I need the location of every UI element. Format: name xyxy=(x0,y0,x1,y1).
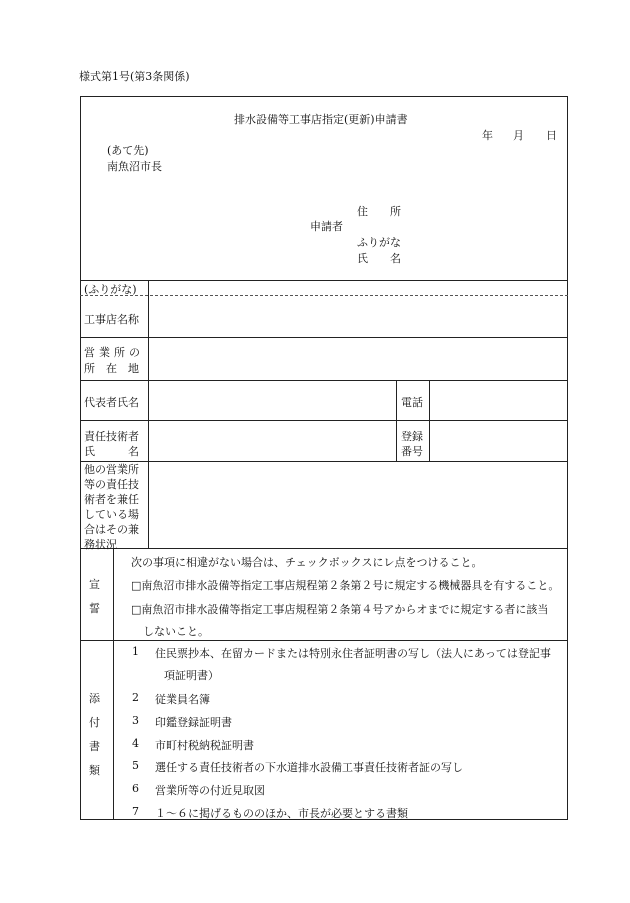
date-day: 日 xyxy=(546,129,557,142)
attach-item-no: 1 xyxy=(132,645,139,658)
attach-label-2: 付 xyxy=(89,716,100,729)
attach-item-text-cont: 項証明書） xyxy=(164,669,219,682)
col-phone-right xyxy=(429,380,430,461)
attach-item-no: 6 xyxy=(132,782,139,795)
addressee-prefix: (あて先) xyxy=(107,144,149,157)
label-reg-1: 登録 xyxy=(401,430,423,443)
label-engineer-2: 氏 名 xyxy=(84,445,139,458)
attach-item-no: 5 xyxy=(132,759,139,772)
date-month: 月 xyxy=(513,129,524,142)
attach-label-3: 書 xyxy=(89,740,100,753)
line-concurrent xyxy=(80,548,568,549)
applicant-heading: 申請者 xyxy=(310,220,343,233)
line-office xyxy=(80,380,568,381)
line-shop xyxy=(80,337,568,338)
label-office-loc-2: 所 在 地 xyxy=(84,362,139,375)
label-furigana: (ふりがな) xyxy=(84,283,137,296)
label-office-loc-1: 営業所の xyxy=(84,346,144,359)
attach-item-text: 市町村税納税証明書 xyxy=(155,739,254,752)
oath-item-2-line2: しないこと。 xyxy=(143,625,209,638)
applicant-address-label: 住 所 xyxy=(357,205,401,218)
line-oath xyxy=(80,640,568,641)
label-reg-2: 番号 xyxy=(401,445,423,458)
attach-item-text: 住民票抄本、在留カードまたは特別永住者証明書の写し（法人にあっては登記事 xyxy=(155,647,551,660)
line-furigana-dashed xyxy=(80,295,568,296)
line-engineer xyxy=(80,461,568,462)
attach-label-4: 類 xyxy=(89,764,100,777)
addressee-name: 南魚沼市長 xyxy=(107,160,162,173)
label-concurrent: 他の営業所等の責任技術者を兼任している場合はその兼務状況 xyxy=(84,463,139,551)
oath-label-2: 誓 xyxy=(89,602,100,615)
attach-item-no: 2 xyxy=(132,691,139,704)
col-phone-left xyxy=(396,380,397,461)
attach-item-no: 7 xyxy=(132,805,139,818)
oath-item-2-line1: □南魚沼市排水設備等指定工事店規程第２条第４号アからオまでに規定する者に該当 xyxy=(131,603,549,616)
form-frame xyxy=(80,96,568,820)
applicant-furigana-label: ふりがな xyxy=(357,236,401,249)
oath-label-1: 宣 xyxy=(89,578,100,591)
label-engineer-1: 責任技術者 xyxy=(84,430,139,443)
form-title: 排水設備等工事店指定(更新)申請書 xyxy=(234,113,408,126)
line-rep xyxy=(80,420,568,421)
label-phone: 電話 xyxy=(401,396,423,409)
attach-item-text: 印鑑登録証明書 xyxy=(155,716,232,729)
attach-label-1: 添 xyxy=(89,692,100,705)
form-number: 様式第1号(第3条関係) xyxy=(79,70,190,83)
label-rep-name: 代表者氏名 xyxy=(84,396,139,409)
date-year: 年 xyxy=(482,129,493,142)
line-top-section xyxy=(80,280,568,281)
oath-item-1: □南魚沼市排水設備等指定工事店規程第２条第２号に規定する機械器具を有すること。 xyxy=(131,579,560,592)
oath-intro: 次の事項に相違がない場合は、チェックボックスにレ点をつけること。 xyxy=(131,556,483,569)
applicant-name-label: 氏 名 xyxy=(357,252,401,265)
attach-item-text: 従業員名簿 xyxy=(155,693,210,706)
attach-item-text: １～６に掲げるもののほか、市長が必要とする書類 xyxy=(155,807,408,820)
col-oath-divider xyxy=(113,548,114,820)
col-label-divider xyxy=(148,280,149,548)
attach-item-text: 営業所等の付近見取図 xyxy=(155,784,265,797)
attach-item-no: 3 xyxy=(132,714,139,727)
label-shop-name: 工事店名称 xyxy=(84,313,139,326)
attach-item-text: 選任する責任技術者の下水道排水設備工事責任技術者証の写し xyxy=(155,761,463,774)
attach-item-no: 4 xyxy=(132,737,139,750)
